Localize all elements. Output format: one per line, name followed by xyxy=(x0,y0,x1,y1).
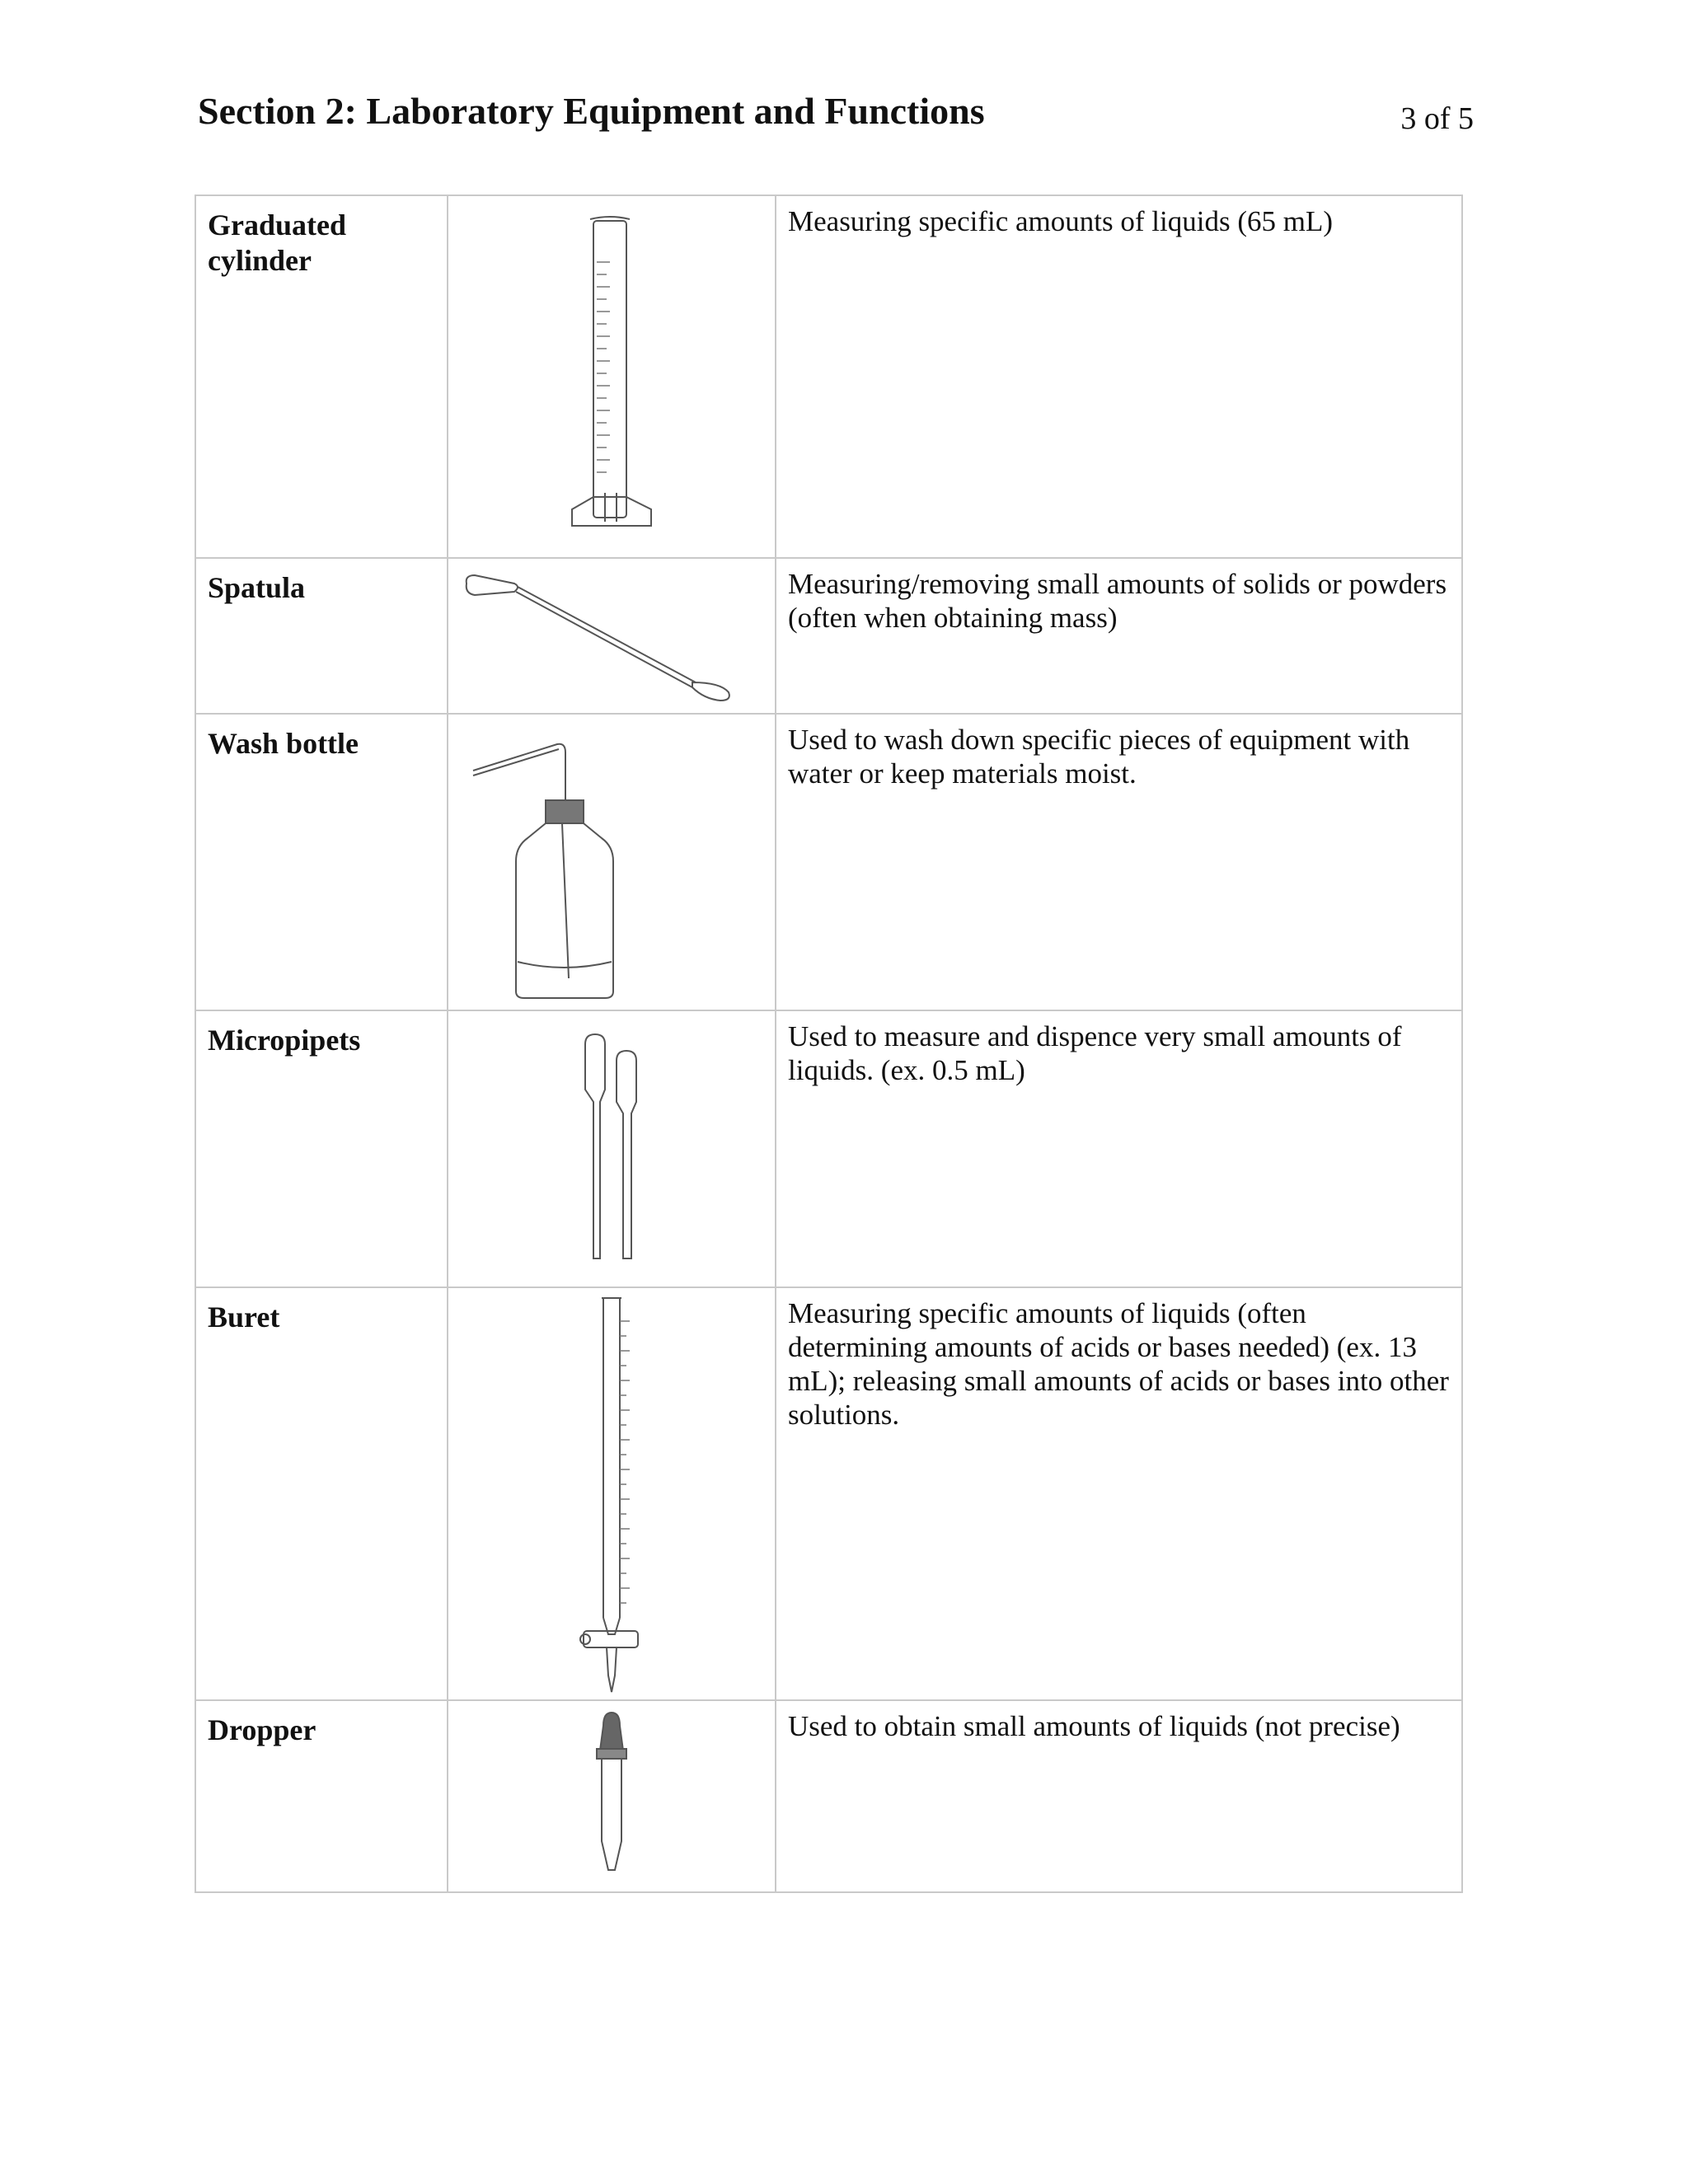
equipment-name: Graduated cylinder xyxy=(208,209,347,277)
page-title: Section 2: Laboratory Equipment and Functions xyxy=(198,90,985,132)
table-row xyxy=(195,1700,1462,1892)
dropper-icon xyxy=(448,1701,775,1891)
micropipets-icon xyxy=(448,1011,775,1286)
graduated-cylinder-icon xyxy=(448,196,775,557)
equipment-description: Used to obtain small amounts of liquids (not precise) xyxy=(788,1710,1400,1742)
buret-icon xyxy=(448,1288,775,1699)
equipment-description: Measuring specific amounts of liquids (often determining amounts of acids or bases needed) (ex. 13 mL); releasing small amounts of acids or bases into other solutions. xyxy=(788,1297,1449,1431)
page-number: 3 of 5 xyxy=(1400,101,1474,136)
table-row xyxy=(195,714,1462,1010)
table-row xyxy=(195,195,1462,558)
equipment-table xyxy=(195,194,1463,1893)
equipment-description: Measuring/removing small amounts of solids or powders (often when obtaining mass) xyxy=(788,568,1447,634)
equipment-name: Micropipets xyxy=(208,1024,361,1057)
table-row xyxy=(195,558,1462,714)
equipment-name: Dropper xyxy=(208,1713,316,1746)
equipment-name: Wash bottle xyxy=(208,727,359,760)
equipment-description: Used to measure and dispence very small amounts of liquids. (ex. 0.5 mL) xyxy=(788,1020,1402,1086)
equipment-name: Buret xyxy=(208,1301,280,1333)
spatula-icon xyxy=(448,559,775,713)
table-row xyxy=(195,1287,1462,1700)
wash-bottle-icon xyxy=(448,715,775,1010)
table-row xyxy=(195,1010,1462,1287)
equipment-name: Spatula xyxy=(208,571,306,604)
equipment-description: Used to wash down specific pieces of equipment with water or keep materials moist. xyxy=(788,724,1410,790)
equipment-description: Measuring specific amounts of liquids (65 mL) xyxy=(788,205,1333,237)
